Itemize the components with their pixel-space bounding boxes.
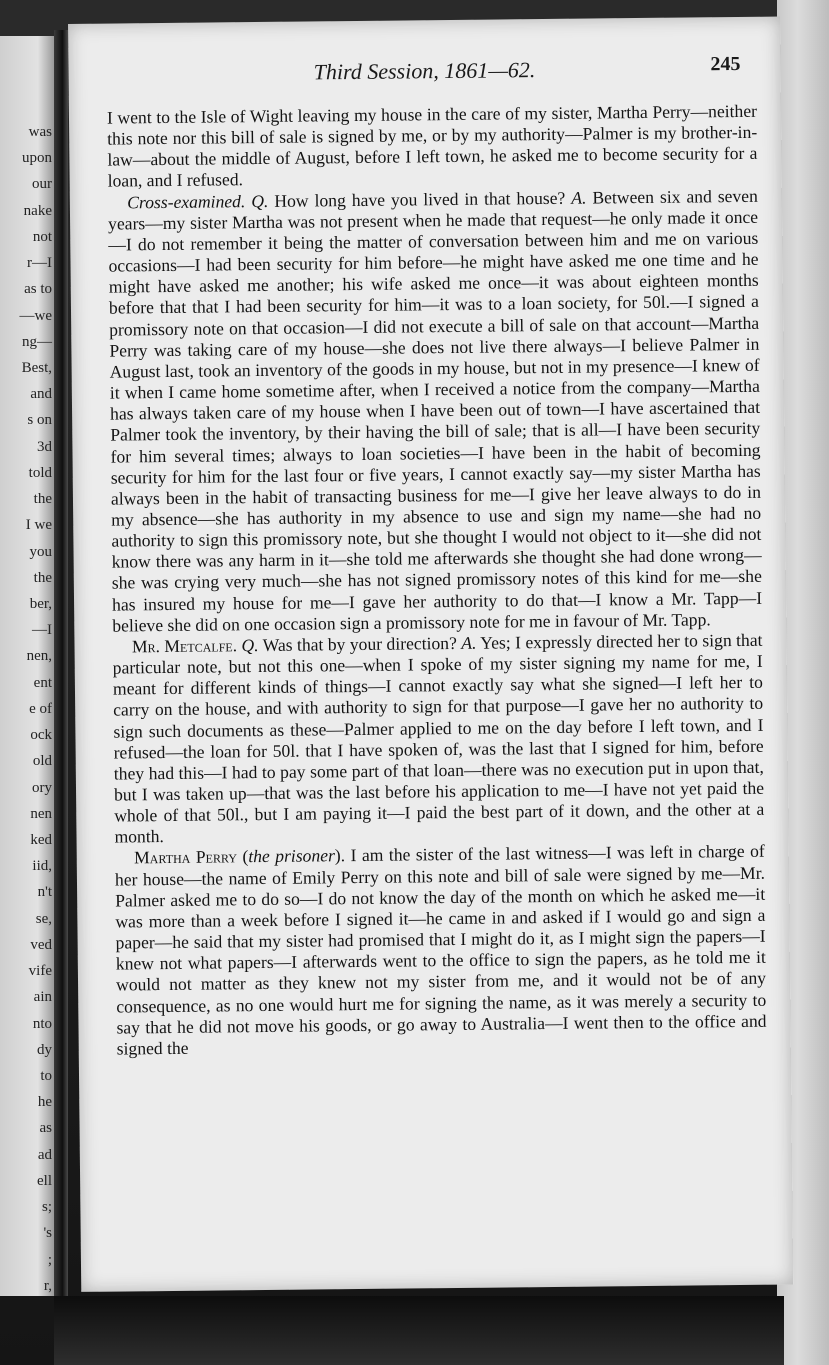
left-page-fragment: se, xyxy=(35,910,52,927)
left-page-fragment: ad xyxy=(37,1146,52,1163)
left-page-fragment: ory xyxy=(32,779,52,796)
left-page-fragment: as xyxy=(39,1120,52,1137)
book-page xyxy=(68,17,793,1292)
left-page-fragment: as to xyxy=(24,281,52,298)
left-page-fragment: s; xyxy=(41,1199,52,1216)
left-page-fragment: nen xyxy=(30,805,52,822)
text-run: ( xyxy=(236,846,249,867)
left-page-fragment: ock xyxy=(30,727,52,744)
left-page-fragment: Best, xyxy=(21,360,52,376)
text-run: the prisoner xyxy=(248,845,335,867)
left-page-fragment: ; xyxy=(47,1251,52,1268)
left-page-fragment: ng— xyxy=(22,333,52,350)
left-page-fragment: —we xyxy=(19,307,52,324)
text-run: Yes; I expressly directed her to sign that particular note, but not this one—when I spoke of my sister signing my name for me, I meant for different kinds of things—I cannot exactly say what she signed—I left her to carry on the house, and with authority to sign for that purpose—I gave her no authority to sign such documents as these—Palmer applied to me on the day before I left town, and I refused—the loan for 50l. that I have spoken of, was the last that I signed for him, before they had this—I had to pay some part of that loan—there was no execution put in upon that, but I was taken up—that was the last before his application to me—I have not yet paid the whole of that 50l., but I am paying it—I paid the best part of it down, and the other at a month. xyxy=(112,629,765,847)
left-page-fragment: r—I xyxy=(27,255,52,272)
text-run: Cross-examined. xyxy=(127,190,246,213)
running-title: Third Session, 1861—62. xyxy=(313,57,536,85)
text-run: Martha Perry xyxy=(133,846,238,868)
text-run: ). I am the sister of the last witness—I was left in charge of her house—the name of Emily Perry on this note and bill of sale were signed by me—Mr. Palmer asked me to do so—I do not know the day of the month on which he asked me—it was more than a week before I signed it—he came in and asked if I would go and sign a paper—he said that my sister had promised that I might do it, as I might sign the papers—I knew not what papers—I afterwards went to the office to sign the papers, as he told me it would not matter as they knew not my sister from me, and it would not be of any consequence, as no one would hurt me for signing the name, as it was merely a security to say that he did not move his goods, or go away to Australia—I went then to the office and signed the xyxy=(114,841,767,1059)
page-bottom-shadow xyxy=(54,1296,784,1365)
left-page-fragment: e of xyxy=(29,700,52,717)
text-run: Mr. Metcalfe. xyxy=(131,635,238,657)
book-gutter xyxy=(54,30,68,1300)
left-page-fragment: you xyxy=(29,543,52,560)
left-page-fragment: our xyxy=(32,176,52,193)
text-run: How long have you lived in that house? xyxy=(268,187,572,211)
left-page-fragment: dy xyxy=(37,1041,52,1058)
left-page-fragment: —I xyxy=(32,622,52,639)
left-page-fragment: not xyxy=(32,228,52,245)
left-page-fragment: the xyxy=(33,491,52,508)
text-run: Q. xyxy=(241,634,259,656)
left-page-fragment: ved xyxy=(30,936,52,953)
text-run: A. xyxy=(571,187,587,208)
left-page-fragment: nen, xyxy=(26,648,52,665)
body-text xyxy=(107,101,767,1060)
left-page-fragment: I we xyxy=(25,517,52,534)
left-page-fragment: ber, xyxy=(29,596,52,612)
text-run: Was that by your direction? xyxy=(258,632,462,655)
text-run: Between six and seven years—my sister Martha was not present when he made that request—he only made it once—I do not remember it being the matter of conversation between him and me on various occasions—I had been security for him before—he might have asked me one time and he might have asked me another; his wife asked me once—it was about eighteen months before that that I had been security for him—it was to a loan society, for 50l.—I signed a promissory note on that occasion—I did not execute a bill of sale on that account—Martha Perry was taking care of my house—she does not live there always—I believe Palmer in August last, took an inventory of the goods in my house, but not in my presence—I knew of it when I came home sometime after, when I received a notice from the company—Martha has always taken care of my house when I have been out of town—I have ascertained that Palmer took the inventory, by their having the bill of sale; that is all—I have been security for him several times; always to loan societies—I have been in the habit of becoming security for him for the last four or five years, I cannot exactly say—my sister Martha has always been in the habit of transacting business for me—I give her leave always to do in my absence—she has authority in my absence to use and sign my name—she had no authority to sign this promissory note, but she thought I would not object to it—she did not know there was any harm in it—she told me afterwards she thought she had done wrong—she was crying very much—she has not signed promissory notes of this kind for me—she has insured my house for me—I gave her authority to do that—I know a Mr. Tapp—I believe she did on one occasion sign a promissory note for me in favour of Mr. Tapp. xyxy=(107,185,763,636)
left-page-fragment: old xyxy=(32,753,52,770)
left-page-fragment: vife xyxy=(28,963,52,980)
left-page-edge xyxy=(0,36,54,1296)
text-run: Q. xyxy=(251,190,269,211)
running-head xyxy=(108,52,741,94)
left-page-fragment: ain xyxy=(33,989,52,1006)
left-page-fragment: n't xyxy=(37,884,52,901)
left-page-fragment: upon xyxy=(22,150,52,167)
left-page-fragment: 3d xyxy=(37,438,52,455)
page-number: 245 xyxy=(710,52,741,76)
left-page-fragment: nto xyxy=(32,1015,52,1032)
left-page-fragment: he xyxy=(37,1094,52,1111)
left-page-fragment: ent xyxy=(33,674,52,691)
paragraph xyxy=(112,630,764,848)
left-page-fragment: the xyxy=(33,569,52,586)
left-page-fragment: ked xyxy=(30,832,52,848)
left-page-fragment: and xyxy=(30,386,52,403)
left-page-fragment: ell xyxy=(37,1172,52,1189)
paragraph xyxy=(115,841,767,1059)
text-run: A. xyxy=(461,632,477,653)
text-run: I went to the Isle of Wight leaving my house in the care of my sister, Martha Perry—neither this note nor this bill of sale is signed by me, or by my authority—Palmer is my brother-in-law—about the middle of August, before I left town, he asked me to become security for a loan, and I refused. xyxy=(106,100,758,192)
left-page-fragment: iid, xyxy=(32,858,52,875)
left-page-fragment: to xyxy=(40,1068,52,1084)
left-page-fragment: nake xyxy=(23,202,52,219)
left-page-fragment: r, xyxy=(43,1277,52,1294)
paragraph xyxy=(108,185,763,636)
left-page-fragment: 's xyxy=(43,1225,52,1242)
left-page-fragment: s on xyxy=(27,412,52,429)
left-page-fragment: was xyxy=(28,124,52,140)
left-page-fragment: told xyxy=(28,464,52,481)
paragraph xyxy=(107,101,758,192)
